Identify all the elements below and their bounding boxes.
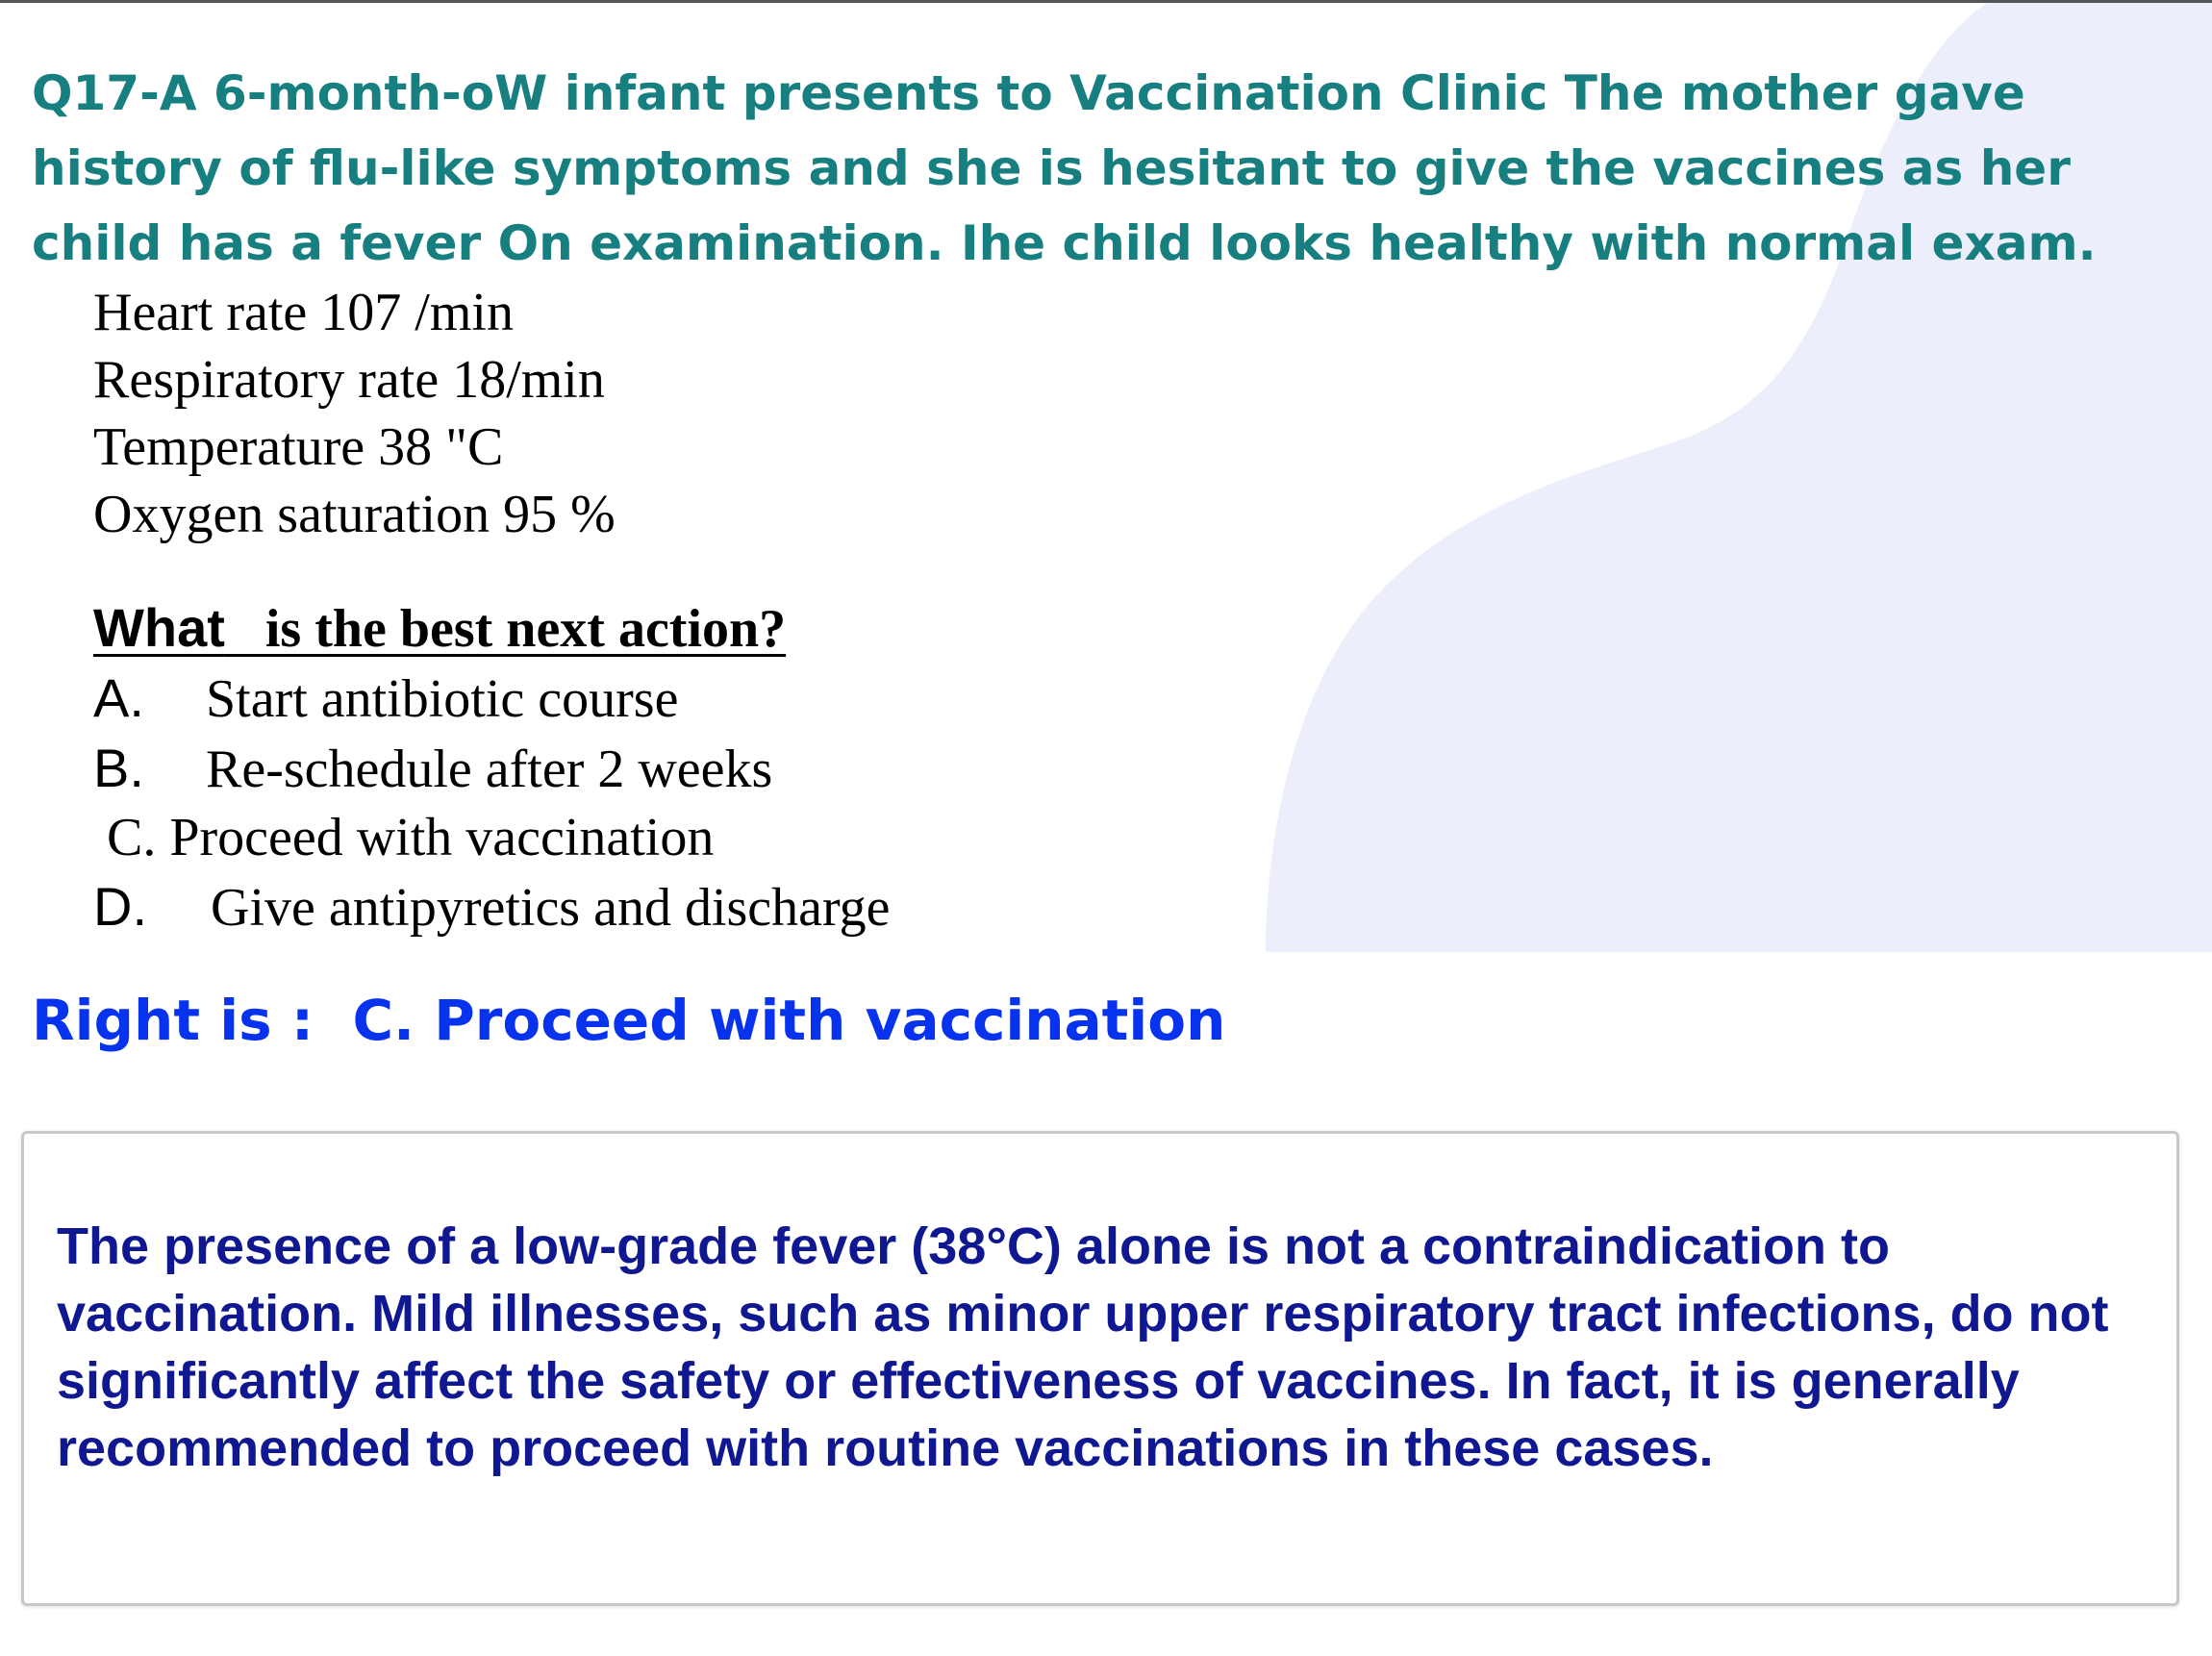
option-c-text: C. Proceed with vaccination xyxy=(107,808,715,867)
explanation-box xyxy=(21,1131,2179,1606)
option-d[interactable] xyxy=(93,872,891,942)
option-a-letter: A. xyxy=(93,667,144,728)
explanation-text: The presence of a low-grade fever (38°C) alone is not a contraindication to vaccination. Mild illnesses, such as minor upper respiratory tract infections, do not significantly affect the safety or effectiveness of vaccines. In fact, it is generally recommended to proceed with routine vaccinations in these cases. xyxy=(57,1217,2109,1477)
vitals-list xyxy=(93,279,616,548)
vital-respiratory-rate: Respiratory rate 18/min xyxy=(93,350,605,410)
option-a-text: Start antibiotic course xyxy=(206,669,679,729)
question-prompt-first-word: What xyxy=(93,597,225,658)
option-d-letter: D. xyxy=(93,876,147,937)
question-prompt xyxy=(93,594,786,663)
option-a[interactable] xyxy=(93,664,891,734)
option-b-letter: B. xyxy=(93,738,144,798)
question-prompt-rest: is the best next action? xyxy=(224,599,787,659)
vital-temperature: Temperature 38 "C xyxy=(93,417,504,477)
answer-options xyxy=(93,664,891,942)
option-d-text: Give antipyretics and discharge xyxy=(211,878,891,938)
vital-oxygen-saturation: Oxygen saturation 95 % xyxy=(93,485,616,544)
option-b[interactable] xyxy=(93,734,891,804)
correct-answer: Right is : C. Proceed with vaccination xyxy=(32,988,1226,1053)
vital-heart-rate: Heart rate 107 /min xyxy=(93,283,514,342)
option-c[interactable] xyxy=(93,804,891,872)
question-text: Q17-A 6-month-oW infant presents to Vaccination Clinic The mother gave history of flu-like symptoms and she is hesitant to give the vaccines as her child has a fever On examination. Ihe child looks healthy with normal exam. xyxy=(32,65,2097,271)
option-b-text: Re-schedule after 2 weeks xyxy=(206,740,773,799)
